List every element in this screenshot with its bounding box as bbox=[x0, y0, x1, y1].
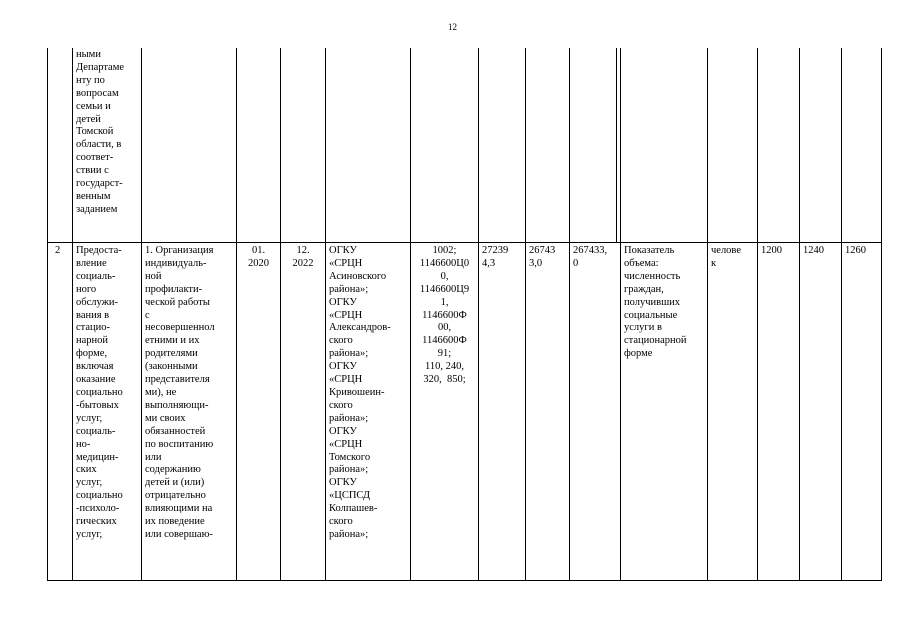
cell-funding-year-3: 267433, 0 bbox=[573, 245, 608, 269]
page-number: 12 bbox=[448, 22, 457, 32]
table-border-right bbox=[881, 48, 882, 580]
cell-indicator: Показатель объема: численность граждан, получивших социальные услуги в стационарной форме bbox=[624, 245, 687, 360]
column-divider bbox=[525, 48, 526, 580]
cell-start-date: 01. 2020 bbox=[248, 245, 269, 269]
cell-budget-codes: 1002; 1146600Ц0 0, 1146600Ц9 1, 1146600Ф 00, 1146600Ф 91; 110, 240, 320, 850; bbox=[419, 245, 470, 386]
cell-activity: 1. Организация индивидуаль- ной профилакти- ческой работы с несовершеннол етними и их родителями (законными представителя ми), не выполняющи- ми своих обязанностей по воспитанию или содержанию детей и (или) отрицательно влияющими на их поведение или совершаю- bbox=[145, 245, 215, 540]
cell-funding-year-2: 26743 3,0 bbox=[529, 245, 556, 269]
column-divider bbox=[799, 48, 800, 580]
column-divider bbox=[757, 48, 758, 580]
cell-end-date: 12. 2022 bbox=[292, 245, 314, 269]
cell-executors: ОГКУ «СРЦН Асиновского района»; ОГКУ «СРЦН Александров- ского района»; ОГКУ «СРЦН Кривошеин- ского района»; ОГКУ «СРЦН Томского района»; ОГКУ «ЦСПСД Колпашев- ского района»; bbox=[329, 245, 391, 540]
cell-service-name-continued: ными Департаме нту по вопросам семьи и детей Томской области, в соответ- ствии с государст- венным заданием bbox=[76, 49, 125, 215]
cell-funding-year-1: 27239 4,3 bbox=[482, 245, 509, 269]
cell-row-number: 2 bbox=[55, 245, 61, 256]
column-divider bbox=[478, 48, 479, 580]
cell-value-year-3: 1260 bbox=[845, 245, 866, 256]
table-border-bottom bbox=[47, 580, 882, 581]
column-divider bbox=[280, 48, 281, 580]
cell-unit: челове к bbox=[711, 245, 741, 269]
cell-value-year-1: 1200 bbox=[761, 245, 782, 256]
column-divider bbox=[325, 48, 326, 580]
column-divider bbox=[569, 48, 570, 580]
column-divider bbox=[141, 48, 142, 580]
row-divider bbox=[47, 242, 882, 243]
cell-service-name: Предоста- вление социаль- ного обслужи- вания в стацио- нарной форме, включая оказание социально -бытовых услуг, социаль- но- медицин- ских услуг, социально -психоло- гических услуг, bbox=[76, 245, 123, 540]
column-divider bbox=[236, 48, 237, 580]
table-border-left bbox=[47, 48, 48, 580]
column-divider bbox=[72, 48, 73, 580]
column-divider bbox=[841, 48, 842, 580]
cell-value-year-2: 1240 bbox=[803, 245, 824, 256]
column-divider bbox=[707, 48, 708, 580]
column-divider bbox=[620, 48, 621, 580]
column-divider-upper bbox=[616, 48, 617, 242]
